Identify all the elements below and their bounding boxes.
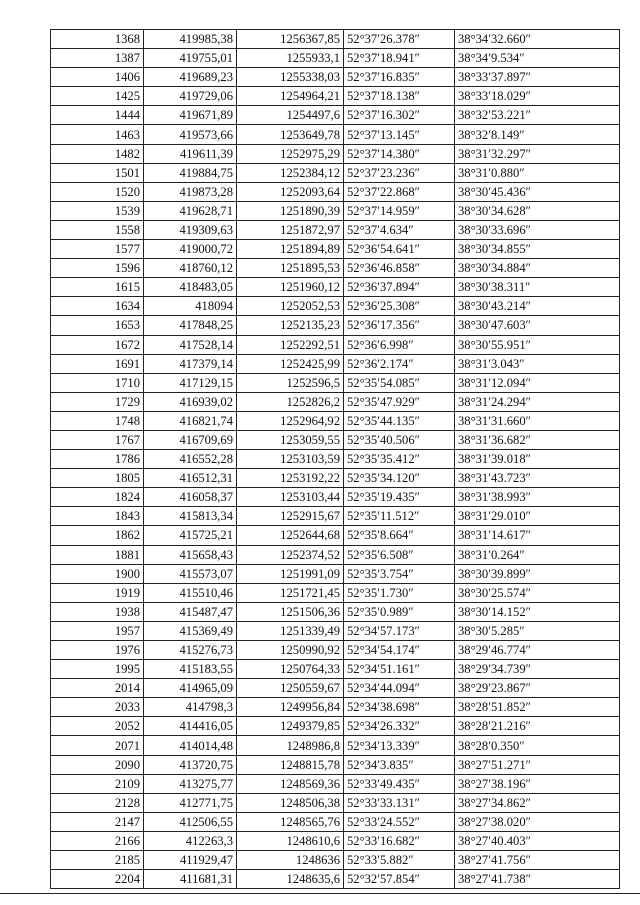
latitude-cell: 52°37′14.380″ xyxy=(344,144,455,163)
y-coordinate-cell: 1248815,78 xyxy=(237,755,344,774)
x-coordinate-cell: 411681,31 xyxy=(144,870,237,889)
y-coordinate-cell: 1255338,03 xyxy=(237,68,344,87)
point-number-cell: 1995 xyxy=(51,660,144,679)
longitude-cell: 38°30′47.603″ xyxy=(455,316,620,335)
x-coordinate-cell: 415573,07 xyxy=(144,564,237,583)
longitude-cell: 38°27′38.196″ xyxy=(455,774,620,793)
y-coordinate-cell: 1248610,6 xyxy=(237,831,344,850)
point-number-cell: 2014 xyxy=(51,679,144,698)
latitude-cell: 52°36′17.356″ xyxy=(344,316,455,335)
x-coordinate-cell: 419671,89 xyxy=(144,106,237,125)
table-row xyxy=(51,831,620,850)
point-number-cell: 1387 xyxy=(51,49,144,68)
longitude-cell: 38°27′51.271″ xyxy=(455,755,620,774)
point-number-cell: 1653 xyxy=(51,316,144,335)
x-coordinate-cell: 415725,21 xyxy=(144,526,237,545)
latitude-cell: 52°35′3.754″ xyxy=(344,564,455,583)
point-number-cell: 1900 xyxy=(51,564,144,583)
x-coordinate-cell: 413275,77 xyxy=(144,774,237,793)
x-coordinate-cell: 416821,74 xyxy=(144,411,237,430)
longitude-cell: 38°30′25.574″ xyxy=(455,583,620,602)
table-row xyxy=(51,698,620,717)
point-number-cell: 2128 xyxy=(51,793,144,812)
latitude-cell: 52°37′18.138″ xyxy=(344,87,455,106)
longitude-cell: 38°33′18.029″ xyxy=(455,87,620,106)
y-coordinate-cell: 1252374,52 xyxy=(237,545,344,564)
point-number-cell: 1425 xyxy=(51,87,144,106)
table-row xyxy=(51,316,620,335)
x-coordinate-cell: 415510,46 xyxy=(144,583,237,602)
longitude-cell: 38°33′37.897″ xyxy=(455,68,620,87)
longitude-cell: 38°29′34.739″ xyxy=(455,660,620,679)
point-number-cell: 1767 xyxy=(51,430,144,449)
x-coordinate-cell: 419985,38 xyxy=(144,30,237,49)
longitude-cell: 38°30′5.285″ xyxy=(455,621,620,640)
longitude-cell: 38°31′39.018″ xyxy=(455,450,620,469)
latitude-cell: 52°34′13.339″ xyxy=(344,736,455,755)
x-coordinate-cell: 414416,05 xyxy=(144,717,237,736)
latitude-cell: 52°34′3.835″ xyxy=(344,755,455,774)
x-coordinate-cell: 412263,3 xyxy=(144,831,237,850)
point-number-cell: 1634 xyxy=(51,297,144,316)
longitude-cell: 38°30′45.436″ xyxy=(455,182,620,201)
point-number-cell: 2166 xyxy=(51,831,144,850)
y-coordinate-cell: 1249379,85 xyxy=(237,717,344,736)
latitude-cell: 52°36′37.894″ xyxy=(344,278,455,297)
latitude-cell: 52°35′40.506″ xyxy=(344,430,455,449)
table-row xyxy=(51,201,620,220)
x-coordinate-cell: 419755,01 xyxy=(144,49,237,68)
latitude-cell: 52°35′11.512″ xyxy=(344,507,455,526)
x-coordinate-cell: 419628,71 xyxy=(144,201,237,220)
longitude-cell: 38°30′34.855″ xyxy=(455,240,620,259)
table-row xyxy=(51,87,620,106)
longitude-cell: 38°28′0.350″ xyxy=(455,736,620,755)
latitude-cell: 52°35′1.730″ xyxy=(344,583,455,602)
longitude-cell: 38°31′43.723″ xyxy=(455,469,620,488)
point-number-cell: 1805 xyxy=(51,469,144,488)
point-number-cell: 1919 xyxy=(51,583,144,602)
point-number-cell: 2204 xyxy=(51,870,144,889)
y-coordinate-cell: 1251991,09 xyxy=(237,564,344,583)
y-coordinate-cell: 1253059,55 xyxy=(237,430,344,449)
y-coordinate-cell: 1248635,6 xyxy=(237,870,344,889)
longitude-cell: 38°31′14.617″ xyxy=(455,526,620,545)
point-number-cell: 1748 xyxy=(51,411,144,430)
x-coordinate-cell: 416058,37 xyxy=(144,488,237,507)
longitude-cell: 38°31′24.294″ xyxy=(455,392,620,411)
latitude-cell: 52°36′2.174″ xyxy=(344,354,455,373)
y-coordinate-cell: 1254497,6 xyxy=(237,106,344,125)
longitude-cell: 38°30′33.696″ xyxy=(455,220,620,239)
latitude-cell: 52°35′19.435″ xyxy=(344,488,455,507)
y-coordinate-cell: 1252915,67 xyxy=(237,507,344,526)
table-row xyxy=(51,354,620,373)
table-row xyxy=(51,583,620,602)
table-row xyxy=(51,545,620,564)
table-row xyxy=(51,660,620,679)
y-coordinate-cell: 1249956,84 xyxy=(237,698,344,717)
y-coordinate-cell: 1250559,67 xyxy=(237,679,344,698)
longitude-cell: 38°27′41.738″ xyxy=(455,870,620,889)
x-coordinate-cell: 416552,28 xyxy=(144,450,237,469)
table-row xyxy=(51,220,620,239)
y-coordinate-cell: 1251721,45 xyxy=(237,583,344,602)
table-row xyxy=(51,49,620,68)
latitude-cell: 52°37′22.868″ xyxy=(344,182,455,201)
x-coordinate-cell: 416709,69 xyxy=(144,430,237,449)
table-row xyxy=(51,278,620,297)
longitude-cell: 38°31′31.660″ xyxy=(455,411,620,430)
latitude-cell: 52°34′38.698″ xyxy=(344,698,455,717)
y-coordinate-cell: 1251895,53 xyxy=(237,259,344,278)
y-coordinate-cell: 1250764,33 xyxy=(237,660,344,679)
table-row xyxy=(51,144,620,163)
point-number-cell: 1406 xyxy=(51,68,144,87)
y-coordinate-cell: 1248986,8 xyxy=(237,736,344,755)
x-coordinate-cell: 415369,49 xyxy=(144,621,237,640)
y-coordinate-cell: 1253103,59 xyxy=(237,450,344,469)
point-number-cell: 2052 xyxy=(51,717,144,736)
x-coordinate-cell: 419000,72 xyxy=(144,240,237,259)
point-number-cell: 1957 xyxy=(51,621,144,640)
table-row xyxy=(51,774,620,793)
longitude-cell: 38°31′0.880″ xyxy=(455,163,620,182)
table-row xyxy=(51,430,620,449)
y-coordinate-cell: 1248569,36 xyxy=(237,774,344,793)
latitude-cell: 52°37′23.236″ xyxy=(344,163,455,182)
x-coordinate-cell: 415487,47 xyxy=(144,602,237,621)
latitude-cell: 52°36′25.308″ xyxy=(344,297,455,316)
longitude-cell: 38°28′21.216″ xyxy=(455,717,620,736)
latitude-cell: 52°36′46.858″ xyxy=(344,259,455,278)
table-row xyxy=(51,335,620,354)
x-coordinate-cell: 415276,73 xyxy=(144,641,237,660)
table-row xyxy=(51,68,620,87)
longitude-cell: 38°27′38.020″ xyxy=(455,812,620,831)
x-coordinate-cell: 419729,06 xyxy=(144,87,237,106)
x-coordinate-cell: 414965,09 xyxy=(144,679,237,698)
table-row xyxy=(51,736,620,755)
y-coordinate-cell: 1252596,5 xyxy=(237,373,344,392)
point-number-cell: 1615 xyxy=(51,278,144,297)
table-row xyxy=(51,240,620,259)
y-coordinate-cell: 1252826,2 xyxy=(237,392,344,411)
point-number-cell: 1862 xyxy=(51,526,144,545)
y-coordinate-cell: 1254964,21 xyxy=(237,87,344,106)
footer-rule xyxy=(0,893,640,894)
y-coordinate-cell: 1252292,51 xyxy=(237,335,344,354)
latitude-cell: 52°35′6.508″ xyxy=(344,545,455,564)
latitude-cell: 52°33′5.882″ xyxy=(344,851,455,870)
point-number-cell: 1368 xyxy=(51,30,144,49)
x-coordinate-cell: 416512,31 xyxy=(144,469,237,488)
longitude-cell: 38°31′36.682″ xyxy=(455,430,620,449)
latitude-cell: 52°35′54.085″ xyxy=(344,373,455,392)
point-number-cell: 1729 xyxy=(51,392,144,411)
point-number-cell: 1843 xyxy=(51,507,144,526)
y-coordinate-cell: 1253649,78 xyxy=(237,125,344,144)
table-row xyxy=(51,621,620,640)
latitude-cell: 52°35′35.412″ xyxy=(344,450,455,469)
point-number-cell: 1786 xyxy=(51,450,144,469)
point-number-cell: 1881 xyxy=(51,545,144,564)
longitude-cell: 38°31′32.297″ xyxy=(455,144,620,163)
table-row xyxy=(51,469,620,488)
longitude-cell: 38°27′34.862″ xyxy=(455,793,620,812)
latitude-cell: 52°35′34.120″ xyxy=(344,469,455,488)
longitude-cell: 38°30′43.214″ xyxy=(455,297,620,316)
latitude-cell: 52°34′57.173″ xyxy=(344,621,455,640)
latitude-cell: 52°35′47.929″ xyxy=(344,392,455,411)
point-number-cell: 1539 xyxy=(51,201,144,220)
latitude-cell: 52°37′4.634″ xyxy=(344,220,455,239)
coordinates-table xyxy=(50,29,620,889)
y-coordinate-cell: 1248636 xyxy=(237,851,344,870)
y-coordinate-cell: 1255933,1 xyxy=(237,49,344,68)
x-coordinate-cell: 412506,55 xyxy=(144,812,237,831)
x-coordinate-cell: 417848,25 xyxy=(144,316,237,335)
y-coordinate-cell: 1250990,92 xyxy=(237,641,344,660)
y-coordinate-cell: 1252975,29 xyxy=(237,144,344,163)
y-coordinate-cell: 1251890,39 xyxy=(237,201,344,220)
y-coordinate-cell: 1252644,68 xyxy=(237,526,344,545)
y-coordinate-cell: 1253103,44 xyxy=(237,488,344,507)
table-row xyxy=(51,411,620,430)
longitude-cell: 38°34′32.660″ xyxy=(455,30,620,49)
table-row xyxy=(51,755,620,774)
x-coordinate-cell: 419611,39 xyxy=(144,144,237,163)
latitude-cell: 52°33′33.131″ xyxy=(344,793,455,812)
table-row xyxy=(51,125,620,144)
point-number-cell: 1710 xyxy=(51,373,144,392)
x-coordinate-cell: 419884,75 xyxy=(144,163,237,182)
y-coordinate-cell: 1252052,53 xyxy=(237,297,344,316)
latitude-cell: 52°33′24.552″ xyxy=(344,812,455,831)
x-coordinate-cell: 419309,63 xyxy=(144,220,237,239)
latitude-cell: 52°37′16.835″ xyxy=(344,68,455,87)
point-number-cell: 1691 xyxy=(51,354,144,373)
point-number-cell: 1444 xyxy=(51,106,144,125)
latitude-cell: 52°35′0.989″ xyxy=(344,602,455,621)
table-row xyxy=(51,526,620,545)
latitude-cell: 52°36′6.998″ xyxy=(344,335,455,354)
point-number-cell: 2090 xyxy=(51,755,144,774)
longitude-cell: 38°27′41.756″ xyxy=(455,851,620,870)
longitude-cell: 38°32′53.221″ xyxy=(455,106,620,125)
longitude-cell: 38°29′46.774″ xyxy=(455,641,620,660)
table-row xyxy=(51,450,620,469)
longitude-cell: 38°31′29.010″ xyxy=(455,507,620,526)
latitude-cell: 52°35′44.135″ xyxy=(344,411,455,430)
table-row xyxy=(51,717,620,736)
longitude-cell: 38°31′3.043″ xyxy=(455,354,620,373)
table-row xyxy=(51,507,620,526)
y-coordinate-cell: 1251894,89 xyxy=(237,240,344,259)
y-coordinate-cell: 1252384,12 xyxy=(237,163,344,182)
table-row xyxy=(51,106,620,125)
latitude-cell: 52°37′26.378″ xyxy=(344,30,455,49)
point-number-cell: 2147 xyxy=(51,812,144,831)
point-number-cell: 1558 xyxy=(51,220,144,239)
longitude-cell: 38°30′39.899″ xyxy=(455,564,620,583)
longitude-cell: 38°30′34.884″ xyxy=(455,259,620,278)
longitude-cell: 38°30′55.951″ xyxy=(455,335,620,354)
y-coordinate-cell: 1252425,99 xyxy=(237,354,344,373)
latitude-cell: 52°32′57.854″ xyxy=(344,870,455,889)
latitude-cell: 52°34′51.161″ xyxy=(344,660,455,679)
point-number-cell: 1824 xyxy=(51,488,144,507)
table-row xyxy=(51,564,620,583)
point-number-cell: 1482 xyxy=(51,144,144,163)
table-row xyxy=(51,259,620,278)
x-coordinate-cell: 412771,75 xyxy=(144,793,237,812)
latitude-cell: 52°35′8.664″ xyxy=(344,526,455,545)
latitude-cell: 52°37′13.145″ xyxy=(344,125,455,144)
x-coordinate-cell: 417379,14 xyxy=(144,354,237,373)
y-coordinate-cell: 1251506,36 xyxy=(237,602,344,621)
latitude-cell: 52°33′16.682″ xyxy=(344,831,455,850)
table-row xyxy=(51,851,620,870)
x-coordinate-cell: 413720,75 xyxy=(144,755,237,774)
y-coordinate-cell: 1252093,64 xyxy=(237,182,344,201)
latitude-cell: 52°33′49.435″ xyxy=(344,774,455,793)
table-row xyxy=(51,641,620,660)
x-coordinate-cell: 419873,28 xyxy=(144,182,237,201)
point-number-cell: 1672 xyxy=(51,335,144,354)
longitude-cell: 38°32′8.149″ xyxy=(455,125,620,144)
point-number-cell: 1976 xyxy=(51,641,144,660)
y-coordinate-cell: 1248506,38 xyxy=(237,793,344,812)
point-number-cell: 1938 xyxy=(51,602,144,621)
point-number-cell: 1501 xyxy=(51,163,144,182)
y-coordinate-cell: 1252135,23 xyxy=(237,316,344,335)
x-coordinate-cell: 419573,66 xyxy=(144,125,237,144)
table-row xyxy=(51,793,620,812)
point-number-cell: 1463 xyxy=(51,125,144,144)
y-coordinate-cell: 1256367,85 xyxy=(237,30,344,49)
point-number-cell: 2033 xyxy=(51,698,144,717)
x-coordinate-cell: 415813,34 xyxy=(144,507,237,526)
point-number-cell: 2109 xyxy=(51,774,144,793)
x-coordinate-cell: 415658,43 xyxy=(144,545,237,564)
latitude-cell: 52°37′16.302″ xyxy=(344,106,455,125)
x-coordinate-cell: 417129,15 xyxy=(144,373,237,392)
table-row xyxy=(51,30,620,49)
table-row xyxy=(51,392,620,411)
latitude-cell: 52°34′54.174″ xyxy=(344,641,455,660)
x-coordinate-cell: 414798,3 xyxy=(144,698,237,717)
point-number-cell: 2071 xyxy=(51,736,144,755)
y-coordinate-cell: 1252964,92 xyxy=(237,411,344,430)
table-row xyxy=(51,812,620,831)
table-row xyxy=(51,488,620,507)
table-row xyxy=(51,163,620,182)
point-number-cell: 1577 xyxy=(51,240,144,259)
longitude-cell: 38°31′12.094″ xyxy=(455,373,620,392)
x-coordinate-cell: 419689,23 xyxy=(144,68,237,87)
table-row xyxy=(51,373,620,392)
coordinates-table-body xyxy=(51,30,620,889)
table-row xyxy=(51,182,620,201)
longitude-cell: 38°31′0.264″ xyxy=(455,545,620,564)
latitude-cell: 52°34′44.094″ xyxy=(344,679,455,698)
table-row xyxy=(51,602,620,621)
longitude-cell: 38°34′9.534″ xyxy=(455,49,620,68)
x-coordinate-cell: 418760,12 xyxy=(144,259,237,278)
x-coordinate-cell: 414014,48 xyxy=(144,736,237,755)
latitude-cell: 52°34′26.332″ xyxy=(344,717,455,736)
table-row xyxy=(51,679,620,698)
longitude-cell: 38°29′23.867″ xyxy=(455,679,620,698)
y-coordinate-cell: 1253192,22 xyxy=(237,469,344,488)
y-coordinate-cell: 1251872,97 xyxy=(237,220,344,239)
longitude-cell: 38°31′38.993″ xyxy=(455,488,620,507)
x-coordinate-cell: 418483,05 xyxy=(144,278,237,297)
table-row xyxy=(51,297,620,316)
longitude-cell: 38°30′34.628″ xyxy=(455,201,620,220)
point-number-cell: 1520 xyxy=(51,182,144,201)
x-coordinate-cell: 415183,55 xyxy=(144,660,237,679)
table-row xyxy=(51,870,620,889)
latitude-cell: 52°37′14.959″ xyxy=(344,201,455,220)
x-coordinate-cell: 411929,47 xyxy=(144,851,237,870)
x-coordinate-cell: 417528,14 xyxy=(144,335,237,354)
longitude-cell: 38°30′14.152″ xyxy=(455,602,620,621)
y-coordinate-cell: 1248565,76 xyxy=(237,812,344,831)
latitude-cell: 52°36′54.641″ xyxy=(344,240,455,259)
longitude-cell: 38°27′40.403″ xyxy=(455,831,620,850)
longitude-cell: 38°30′38.311″ xyxy=(455,278,620,297)
x-coordinate-cell: 418094 xyxy=(144,297,237,316)
longitude-cell: 38°28′51.852″ xyxy=(455,698,620,717)
point-number-cell: 2185 xyxy=(51,851,144,870)
point-number-cell: 1596 xyxy=(51,259,144,278)
y-coordinate-cell: 1251960,12 xyxy=(237,278,344,297)
y-coordinate-cell: 1251339,49 xyxy=(237,621,344,640)
latitude-cell: 52°37′18.941″ xyxy=(344,49,455,68)
x-coordinate-cell: 416939,02 xyxy=(144,392,237,411)
